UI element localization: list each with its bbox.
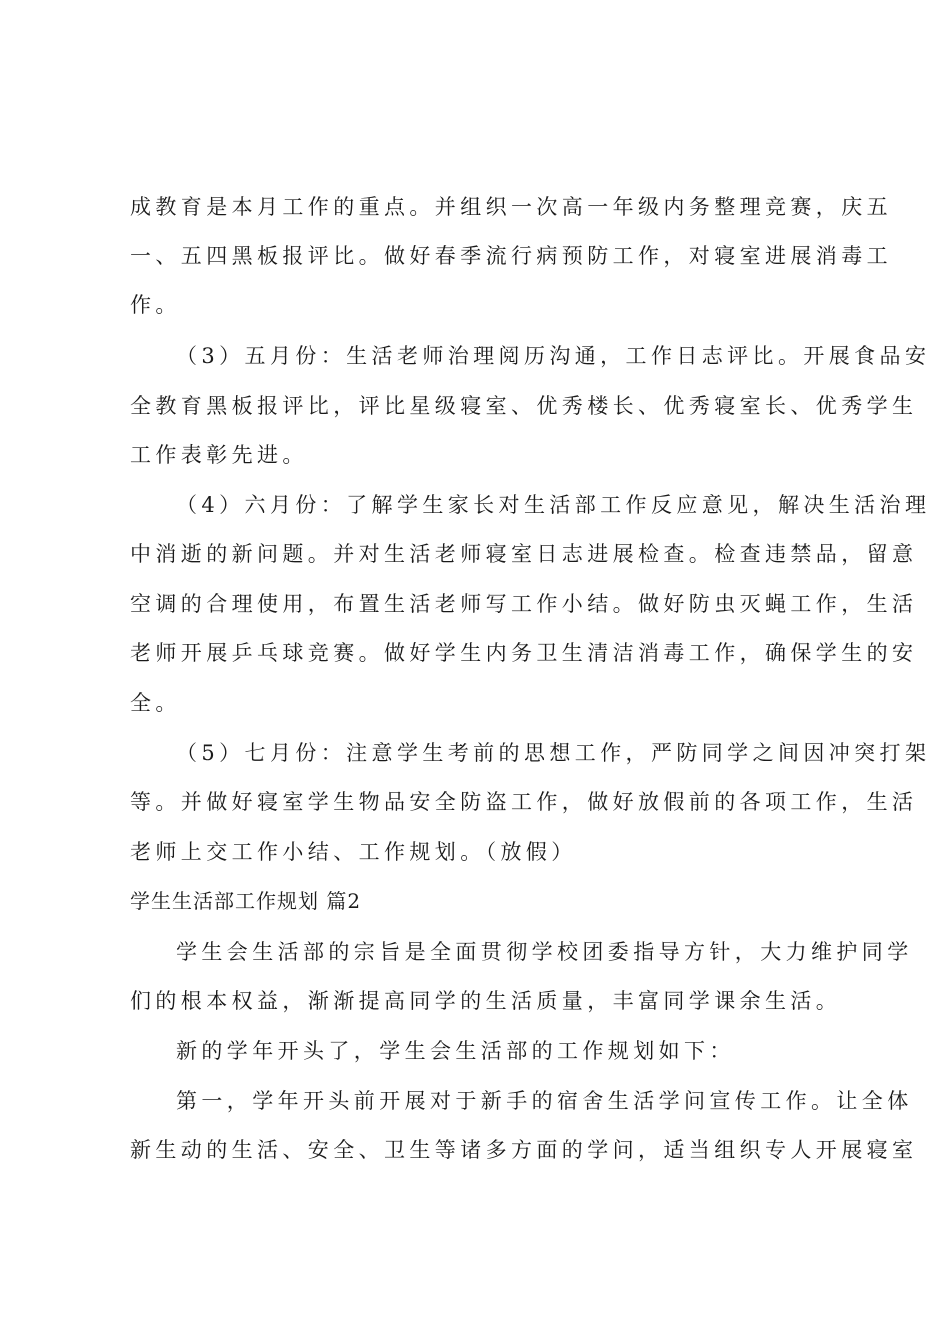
paragraph-3-line-1: （4）六月份：了解学生家长对生活部工作反应意见，解决生活治理 xyxy=(176,493,931,517)
section-paragraph-2-line-1: 新的学年开头了，学生会生活部的工作规划如下： xyxy=(176,1039,735,1063)
section-paragraph-1-line-2: 们的根本权益，渐渐提高同学的生活质量，丰富同学课余生活。 xyxy=(130,989,842,1013)
section-paragraph-3-line-2: 新生动的生活、安全、卫生等诸多方面的学问，适当组织专人开展寝室 xyxy=(130,1138,918,1162)
paragraph-4-line-1: （5）七月份：注意学生考前的思想工作，严防同学之间因冲突打架 xyxy=(176,741,931,765)
section-paragraph-1-line-1: 学生会生活部的宗旨是全面贯彻学校团委指导方针，大力维护同学 xyxy=(176,940,913,964)
paragraph-3-line-4: 老师开展乒乓球竞赛。做好学生内务卫生清洁消毒工作，确保学生的安 xyxy=(130,641,918,665)
paragraph-3-line-2: 中消逝的新问题。并对生活老师寝室日志进展检查。检查违禁品，留意 xyxy=(130,542,918,566)
paragraph-1-line-1: 成教育是本月工作的重点。并组织一次高一年级内务整理竞赛，庆五 xyxy=(130,195,892,219)
paragraph-3-line-5: 全。 xyxy=(130,691,181,715)
paragraph-4-line-2: 等。并做好寝室学生物品安全防盗工作，做好放假前的各项工作，生活 xyxy=(130,790,918,814)
paragraph-2-line-1: （3）五月份：生活老师治理阅历沟通，工作日志评比。开展食品安 xyxy=(176,344,931,368)
paragraph-2-line-2: 全教育黑板报评比，评比星级寝室、优秀楼长、优秀寝室长、优秀学生 xyxy=(130,394,918,418)
paragraph-2-line-3: 工作表彰先进。 xyxy=(130,443,308,467)
paragraph-1-line-3: 作。 xyxy=(130,293,181,317)
paragraph-4-line-3: 老师上交工作小结、工作规划。（放假） xyxy=(130,840,577,864)
paragraph-1-line-2: 一、五四黑板报评比。做好春季流行病预防工作，对寝室进展消毒工 xyxy=(130,244,892,268)
section-heading: 学生生活部工作规划 篇2 xyxy=(130,889,362,913)
paragraph-3-line-3: 空调的合理使用，布置生活老师写工作小结。做好防虫灭蝇工作，生活 xyxy=(130,592,918,616)
section-paragraph-3-line-1: 第一，学年开头前开展对于新手的宿舍生活学问宣传工作。让全体 xyxy=(176,1089,913,1113)
